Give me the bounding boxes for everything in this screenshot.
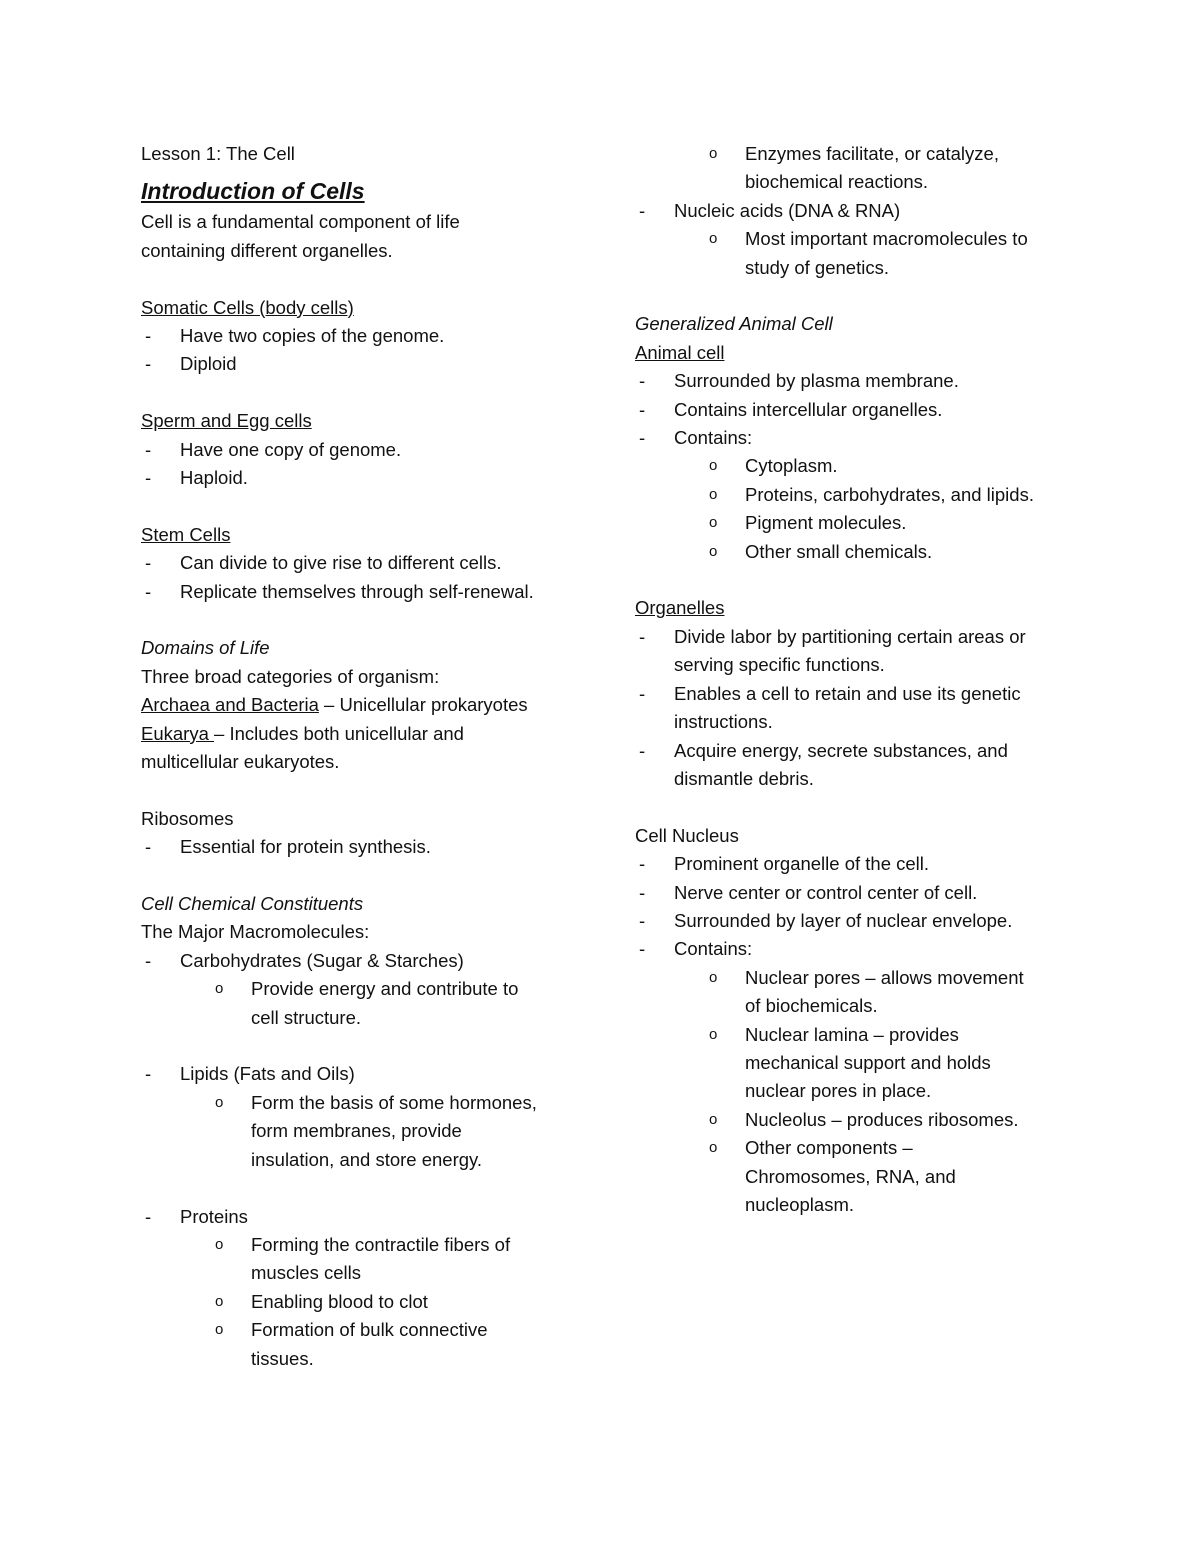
- sub-item: o Nucleolus – produces ribosomes.: [709, 1108, 1019, 1130]
- sub-item: o Enabling blood to clot: [215, 1290, 428, 1312]
- sub-item: o Other small chemicals.: [709, 540, 933, 562]
- list-item: - Enables a cell to retain and use its genetic: [639, 682, 1021, 704]
- stem-title: Stem Cells: [141, 523, 231, 545]
- list-item: - Diploid: [145, 353, 237, 375]
- list-item-cont: instructions.: [674, 711, 773, 733]
- intro-heading: Introduction of Cells: [141, 178, 365, 205]
- left-column: [141, 140, 601, 1373]
- list-item: - Have two copies of the genome.: [145, 325, 445, 347]
- lesson-title: Lesson 1: The Cell: [141, 143, 295, 164]
- list-item: - Proteins: [145, 1205, 248, 1227]
- chem-title: Cell Chemical Constituents: [141, 893, 364, 915]
- sub-item: o Formation of bulk connective: [215, 1319, 488, 1341]
- sub-item-cont: of biochemicals.: [745, 995, 878, 1017]
- sub-item-cont: insulation, and store energy.: [251, 1148, 483, 1170]
- domains-intro: Three broad categories of organism:: [141, 665, 440, 687]
- sub-item: o Most important macromolecules to: [709, 228, 1028, 250]
- sub-item-cont: nuclear pores in place.: [745, 1080, 932, 1102]
- sub-item-cont: study of genetics.: [745, 256, 889, 278]
- sub-item-cont: form membranes, provide: [251, 1120, 462, 1142]
- ribosomes-title: Ribosomes: [141, 807, 234, 829]
- nucleus-title: Cell Nucleus: [635, 824, 739, 846]
- list-item: - Haploid.: [145, 467, 248, 489]
- list-item: - Essential for protein synthesis.: [145, 836, 431, 858]
- sub-item: o Other components –: [709, 1137, 913, 1159]
- list-item: - Contains:: [639, 938, 753, 960]
- list-item: - Surrounded by plasma membrane.: [639, 370, 959, 392]
- list-item: - Nucleic acids (DNA & RNA): [639, 199, 901, 221]
- list-item: - Can divide to give rise to different cells.: [145, 552, 502, 574]
- list-item-cont: serving specific functions.: [674, 654, 885, 676]
- intro-text: containing different organelles.: [141, 239, 393, 261]
- list-item: - Nerve center or control center of cell.: [639, 881, 978, 903]
- chem-intro: The Major Macromolecules:: [141, 921, 370, 943]
- list-item: - Surrounded by layer of nuclear envelope.: [639, 909, 1013, 931]
- sub-item: o Proteins, carbohydrates, and lipids.: [709, 483, 1034, 505]
- sub-item: o Forming the contractile fibers of: [215, 1233, 511, 1255]
- sperm-title: Sperm and Egg cells: [141, 410, 312, 432]
- domains-title: Domains of Life: [141, 637, 270, 659]
- list-item: - Replicate themselves through self-renewal.: [145, 580, 534, 602]
- list-item: - Carbohydrates (Sugar & Starches): [145, 949, 464, 971]
- animal-subtitle: Animal cell: [635, 341, 725, 363]
- list-item: - Acquire energy, secrete substances, and: [639, 739, 1008, 761]
- sub-item-cont: tissues.: [251, 1347, 314, 1369]
- sub-item: o Nuclear lamina – provides: [709, 1023, 959, 1045]
- sub-item: o Provide energy and contribute to: [215, 978, 519, 1000]
- sub-item: o Form the basis of some hormones,: [215, 1091, 537, 1113]
- intro-text: Cell is a fundamental component of life: [141, 211, 460, 233]
- sub-item-cont: Chromosomes, RNA, and: [745, 1165, 956, 1187]
- animal-title: Generalized Animal Cell: [635, 313, 833, 335]
- sub-item-cont: muscles cells: [251, 1262, 361, 1284]
- right-column: [635, 140, 1095, 1219]
- sub-item-cont: biochemical reactions.: [745, 171, 929, 193]
- list-item: - Contains intercellular organelles.: [639, 398, 943, 420]
- organelles-title: Organelles: [635, 597, 725, 619]
- sub-item-cont: cell structure.: [251, 1006, 362, 1028]
- list-item: - Contains:: [639, 427, 753, 449]
- somatic-title: Somatic Cells (body cells): [141, 296, 354, 318]
- list-item: - Divide labor by partitioning certain areas or: [639, 625, 1026, 647]
- list-item-cont: dismantle debris.: [674, 767, 814, 789]
- domain-eukarya-cont: multicellular eukaryotes.: [141, 751, 340, 773]
- list-item: - Have one copy of genome.: [145, 438, 402, 460]
- sub-item-cont: mechanical support and holds: [745, 1051, 991, 1073]
- sub-item: o Pigment molecules.: [709, 512, 907, 534]
- list-item: - Lipids (Fats and Oils): [145, 1063, 355, 1085]
- domain-archaea: Archaea and Bacteria – Unicellular prokaryotes: [141, 694, 528, 716]
- list-item: - Prominent organelle of the cell.: [639, 853, 930, 875]
- sub-item: o Enzymes facilitate, or catalyze,: [709, 143, 999, 164]
- sub-item-cont: nucleoplasm.: [745, 1193, 855, 1215]
- sub-item: o Cytoplasm.: [709, 455, 838, 477]
- domain-eukarya: Eukarya – Includes both unicellular and: [141, 722, 464, 744]
- sub-item: o Nuclear pores – allows movement: [709, 966, 1024, 988]
